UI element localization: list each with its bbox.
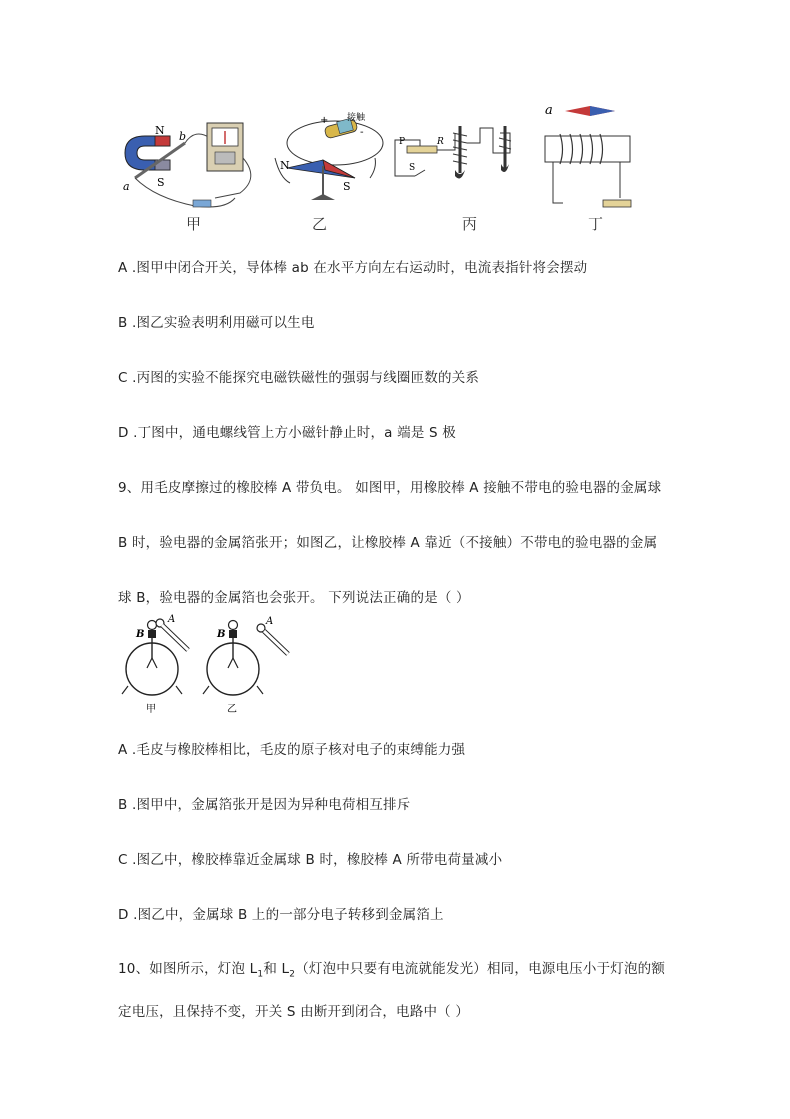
q9-line-3: 球 B，验电器的金属箔也会张开。 下列说法正确的是（ ）	[118, 590, 470, 606]
magnet-n-label: N	[155, 124, 165, 137]
label-b-yi: B	[217, 629, 226, 640]
magnet-s-label: S	[157, 176, 165, 189]
needle-end-a-label: a	[545, 103, 553, 118]
q8-option-b: B .图乙实验表明利用磁可以生电	[118, 315, 315, 331]
q10-line-1-suffix: （灯泡中只要有电流就能发光）相同，电源电压小于灯泡的额	[295, 961, 666, 977]
q8-option-d: D .丁图中，通电螺线管上方小磁针静止时，a 端是 S 极	[118, 425, 456, 441]
q9-line-1: 9、用毛皮摩擦过的橡胶棒 A 带负电。 如图甲，用橡胶棒 A 接触不带电的验电器的金属球	[118, 480, 662, 496]
l1-subscript: 1	[257, 969, 264, 980]
minus-sign: -	[360, 127, 364, 138]
rheo-p-label: P	[399, 137, 406, 147]
figure-bing	[395, 126, 511, 178]
q10-line-1	[118, 957, 665, 980]
rheo-r-label: R	[437, 137, 444, 147]
figure-jia	[123, 123, 251, 207]
label-b-jia: B	[136, 629, 145, 640]
q8-option-c: C .丙图的实验不能探究电磁铁磁性的强弱与线圈匝数的关系	[118, 370, 480, 386]
q9-option-a: A .毛皮与橡胶棒相比，毛皮的原子核对电子的束缚能力强	[118, 742, 466, 758]
q9-option-d: D .图乙中，金属球 B 上的一部分电子转移到金属箔上	[118, 907, 444, 923]
contact-label: 接触	[347, 113, 366, 123]
electroscope-jia	[122, 619, 188, 695]
label-a-jia: A	[168, 614, 176, 625]
electroscope-caption-jia: 甲	[146, 704, 156, 715]
q10-line-1-mid: 和 L	[263, 961, 290, 977]
plus-sign: +	[320, 115, 329, 126]
l2-subscript: 2	[289, 969, 296, 980]
figure-electroscope	[118, 612, 303, 720]
figure-yi	[275, 111, 383, 200]
q10-line-2: 定电压，且保持不变，开关 S 由断开到闭合，电路中（ ）	[118, 1004, 470, 1020]
needle-s-label: S	[343, 180, 351, 193]
caption-yi: 乙	[312, 215, 328, 233]
rod-a-label: a	[123, 180, 130, 193]
electroscope-caption-yi: 乙	[227, 704, 237, 715]
figure-ding	[545, 103, 631, 207]
needle-n-label: N	[280, 159, 290, 172]
caption-bing: 丙	[462, 215, 478, 233]
caption-ding: 丁	[588, 215, 604, 233]
q8-option-a: A .图甲中闭合开关，导体棒 ab 在水平方向左右运动时，电流表指针将会摆动	[118, 260, 588, 276]
label-a-yi: A	[266, 616, 274, 627]
switch-s-label: S	[409, 163, 416, 173]
caption-jia: 甲	[186, 215, 202, 233]
q9-option-b: B .图甲中，金属箔张开是因为异种电荷相互排斥	[118, 797, 411, 813]
rod-b-label: b	[179, 130, 187, 143]
q9-option-c: C .图乙中，橡胶棒靠近金属球 B 时，橡胶棒 A 所带电荷量减小	[118, 852, 503, 868]
q9-line-2: B 时，验电器的金属箔张开；如图乙，让橡胶棒 A 靠近（不接触）不带电的验电器的金属	[118, 535, 658, 551]
q10-line-1-prefix: 10、如图所示，灯泡 L	[118, 961, 258, 977]
electroscope-yi	[203, 621, 288, 696]
